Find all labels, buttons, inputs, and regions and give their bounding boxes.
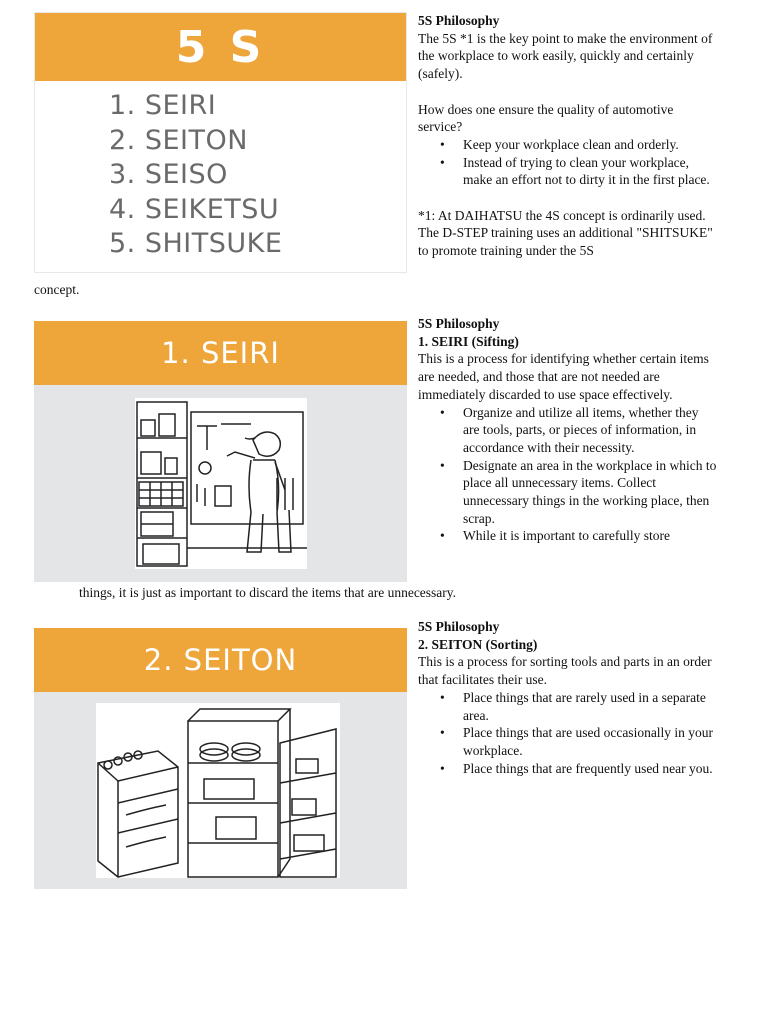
storage-illustration: [96, 703, 340, 878]
worker-illustration: [135, 398, 307, 569]
section-seiri: [418, 315, 718, 545]
section-heading: 5S Philosophy: [418, 13, 500, 28]
slide-body: [34, 385, 407, 582]
section-intro: The 5S *1 is the key point to make the environment of the workplace to work easily, quickly and certainly (safely).: [418, 30, 713, 82]
section-subheading: 1. SEIRI (Sifting): [418, 333, 519, 349]
slide-seiton: [34, 628, 407, 889]
bullet-end: things, it is just as important to discard the items that are unnecessary.: [79, 585, 457, 600]
bullet-item: • Place things that are frequently used near you.: [463, 760, 718, 778]
slide-title-band: [34, 321, 407, 385]
bullet-item: • Place things that are rarely used in a separate area.: [463, 689, 718, 724]
slide-seiri: [34, 321, 407, 582]
section-5s-philosophy: [418, 12, 718, 260]
footnote-end: concept.: [34, 282, 80, 297]
section-heading: 5S Philosophy: [418, 619, 500, 634]
section-question: How does one ensure the quality of automotive service?: [418, 101, 674, 135]
bullet-item: • Keep your workplace clean and orderly.: [463, 136, 718, 154]
bullet-item: • While it is important to carefully store: [463, 527, 718, 545]
bullet-item: • Organize and utilize all items, whether they are tools, parts, or pieces of information, in accordance with their necessity.: [463, 404, 718, 457]
slide-title: 5 S: [175, 21, 266, 73]
slide-title-band: [35, 13, 406, 81]
bullet-item: • Designate an area in the workplace in which to place all unnecessary items. Collect unnecessary things in the working place, then scrap.: [463, 457, 718, 528]
5s-list-item: 5. SHITSUKE: [109, 228, 283, 259]
bullet-list: [418, 404, 718, 546]
slide-title: 2. SEITON: [143, 643, 298, 677]
slide-title-band: [34, 628, 407, 692]
section-intro: This is a process for identifying whether certain items are needed, and those that are not needed are immediately discarded to use space effectively.: [418, 351, 709, 402]
5s-list-item: 2. SEITON: [109, 124, 248, 156]
bullet-item: • Instead of trying to clean your workplace, make an effort not to dirty it in the first place.: [463, 154, 718, 189]
5s-list-item: 1. SEIRI: [109, 90, 217, 121]
slide-body: [34, 692, 407, 889]
5s-list-item: 4. SEIKETSU: [109, 193, 280, 225]
bullet-list: [418, 136, 718, 189]
section-subheading: 2. SEITON (Sorting): [418, 636, 538, 652]
bullet-list: [418, 689, 718, 778]
section-heading: 5S Philosophy: [418, 316, 500, 331]
5s-list-item: 3. SEISO: [109, 159, 228, 190]
section-seiton: [418, 618, 718, 777]
section-intro: This is a process for sorting tools and parts in an order that facilitates their use.: [418, 654, 712, 688]
slide-title: 1. SEIRI: [161, 336, 280, 370]
footnote: *1: At DAIHATSU the 4S concept is ordinarily used. The D-STEP training uses an additional "SHITSUKE" to promote training under the 5S: [418, 207, 713, 259]
bullet-item: • Place things that are used occasionally in your workplace.: [463, 724, 718, 759]
slide-5s-overview: [34, 12, 407, 273]
5s-list: [109, 89, 406, 262]
slide-body: [35, 81, 406, 272]
